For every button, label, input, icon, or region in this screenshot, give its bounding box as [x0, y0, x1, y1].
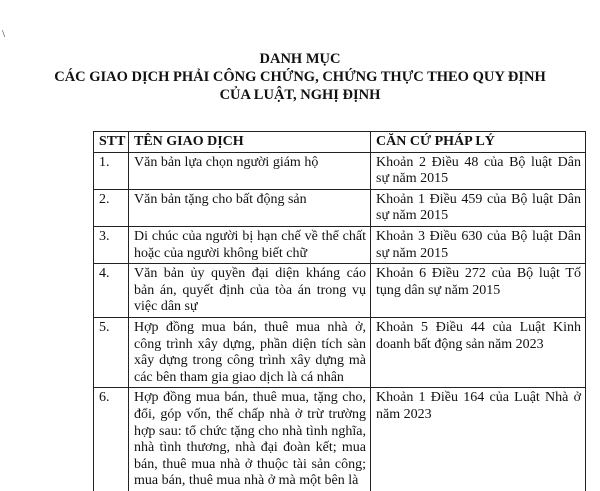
- legal-basis: Khoản 1 Điều 459 của Bộ luật Dân sự năm 2015: [371, 189, 586, 226]
- transaction-name: Văn bản lựa chọn người giám hộ: [129, 152, 371, 189]
- transaction-name: Di chúc của người bị hạn chế về thể chất hoặc của người không biết chữ: [129, 226, 371, 263]
- edge-mark: \: [2, 28, 6, 40]
- legal-basis: Khoản 3 Điều 630 của Bộ luật Dân sự năm 2015: [371, 226, 586, 263]
- row-number: 1.: [94, 152, 129, 189]
- legal-basis: Khoản 2 Điều 48 của Bộ luật Dân sự năm 2015: [371, 152, 586, 189]
- row-number: 5.: [94, 317, 129, 387]
- header-stt: STT: [94, 132, 129, 153]
- table-row: [94, 152, 586, 189]
- legal-basis: Khoản 1 Điều 164 của Luật Nhà ở năm 2023: [371, 388, 586, 491]
- table-row: [94, 189, 586, 226]
- document-subtitle: CÁC GIAO DỊCH PHẢI CÔNG CHỨNG, CHỨNG THỰC THEO QUY ĐỊNH: [54, 69, 546, 85]
- legal-basis: Khoản 6 Điều 272 của Bộ luật Tố tụng dân sự năm 2015: [371, 264, 586, 318]
- row-number: 4.: [94, 264, 129, 318]
- transaction-name: Hợp đồng mua bán, thuê mua nhà ở, công trình xây dựng, phần diện tích sàn xây dựng trong công trình xây dựng mà các bên tham gia giao dịch là cá nhân: [129, 317, 371, 387]
- document-title: DANH MỤC: [259, 51, 341, 67]
- transaction-name: Văn bản ủy quyền đại diện kháng cáo bản án, quyết định của tòa án trong vụ việc dân sự: [129, 264, 371, 318]
- row-number: 2.: [94, 189, 129, 226]
- header-legal-basis: CĂN CỨ PHÁP LÝ: [371, 132, 586, 153]
- table-row: [94, 388, 586, 491]
- table-row: [94, 226, 586, 263]
- row-number: 6.: [94, 388, 129, 491]
- transaction-name: Văn bản tặng cho bất động sản: [129, 189, 371, 226]
- table-row: [94, 317, 586, 387]
- table-header-row: [94, 132, 586, 153]
- transaction-name: Hợp đồng mua bán, thuê mua, tặng cho, đổi, góp vốn, thế chấp nhà ở trừ trường hợp sau: tổ chức tặng cho nhà tình nghĩa, nhà tình thương, nhà đại đoàn kết; mua bán, thuê mua nhà ở thuộc tài sản công; mua bán, thuê mua nhà ở mà một bên là: [129, 388, 371, 491]
- header-transaction-name: TÊN GIAO DỊCH: [129, 132, 371, 153]
- document-subtitle-2: CỦA LUẬT, NGHỊ ĐỊNH: [219, 87, 381, 103]
- transactions-table: [93, 131, 586, 491]
- table-row: [94, 264, 586, 318]
- row-number: 3.: [94, 226, 129, 263]
- legal-basis: Khoản 5 Điều 44 của Luật Kinh doanh bất động sản năm 2023: [371, 317, 586, 387]
